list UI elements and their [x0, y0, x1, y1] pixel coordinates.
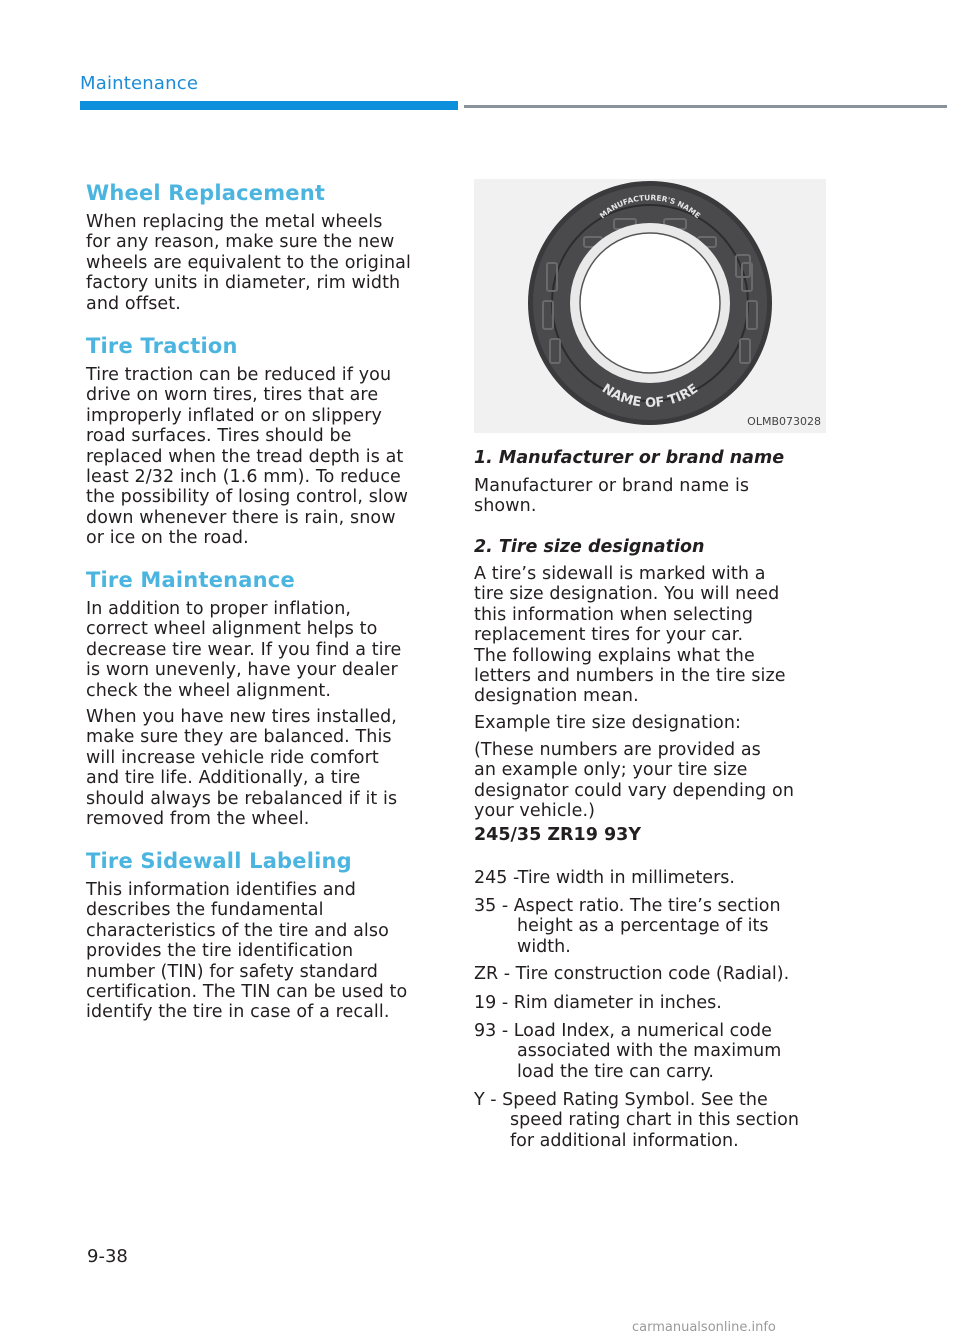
text-line: an example only; your tire size: [474, 760, 748, 781]
subheading-tire-size: 2. Tire size designation: [474, 537, 705, 557]
text-line: improperly inflated or on slippery: [86, 405, 382, 426]
text-line: or ice on the road.: [86, 528, 249, 549]
text-line: This information identifies and: [86, 880, 356, 900]
item-text: 35 - Aspect ratio. The tire’s section: [474, 896, 781, 916]
header-rule-accent: [80, 101, 458, 110]
text-line: Example tire size designation:: [474, 713, 742, 733]
text-line: Tire traction can be reduced if you: [86, 365, 392, 385]
header-rule: [464, 105, 947, 108]
tire-traction-text: [86, 365, 446, 549]
text-line: check the wheel alignment.: [86, 680, 332, 701]
text-line: down whenever there is rain, snow: [86, 507, 396, 528]
tire-maintenance-text-1: [86, 599, 446, 701]
heading-tire-maintenance: Tire Maintenance: [86, 568, 295, 592]
text-line: this information when selecting: [474, 604, 754, 625]
text-line: A tire’s sidewall is marked with a: [474, 564, 766, 584]
label-name-of-tire: NAME OF TIRE: [599, 381, 701, 411]
text-line: The following explains what the: [474, 645, 755, 666]
example-designation: 245/35 ZR19 93Y: [474, 825, 642, 845]
item-text: load the tire can carry.: [517, 1061, 714, 1082]
text-line: factory units in diameter, rim width: [86, 273, 401, 294]
item-text: height as a percentage of its: [517, 916, 769, 937]
text-line: drive on worn tires, tires that are: [86, 385, 379, 406]
tire-size-text: [474, 564, 834, 707]
item-text: for additional information.: [510, 1130, 739, 1151]
text-line: replaced when the tread depth is at: [86, 446, 404, 467]
example-label: [474, 713, 741, 733]
text-line: replacement tires for your car.: [474, 625, 744, 646]
tire-illustration: [474, 179, 826, 433]
text-line: and offset.: [86, 293, 181, 314]
text-line: removed from the wheel.: [86, 809, 310, 830]
list-item: [474, 993, 722, 1013]
example-note: [474, 740, 834, 822]
text-line: describes the fundamental: [86, 900, 324, 921]
text-line: decrease tire wear. If you find a tire: [86, 639, 402, 660]
text-line: identify the tire in case of a recall.: [86, 1002, 390, 1023]
wheel-center: [580, 233, 720, 373]
manufacturer-text: [474, 476, 834, 517]
text-line: designator could vary depending on: [474, 780, 795, 801]
text-line: make sure they are balanced. This: [86, 727, 392, 748]
text-line: designation mean.: [474, 686, 639, 707]
text-line: least 2/32 inch (1.6 mm). To reduce: [86, 467, 401, 488]
text-line: the possibility of losing control, slow: [86, 487, 409, 508]
text-line: will increase vehicle ride comfort: [86, 747, 379, 768]
item-text: Y - Speed Rating Symbol. See the: [474, 1090, 768, 1110]
text-line: provides the tire identification: [86, 941, 354, 962]
text-line: shown.: [474, 496, 537, 517]
list-item: [474, 896, 781, 957]
text-line: is worn unevenly, have your dealer: [86, 660, 398, 681]
subheading-manufacturer: 1. Manufacturer or brand name: [474, 448, 785, 468]
item-text: speed rating chart in this section: [510, 1110, 799, 1131]
text-line: certification. The TIN can be used to: [86, 982, 408, 1003]
text-line: should always be rebalanced if it is: [86, 788, 398, 809]
text-line: road surfaces. Tires should be: [86, 426, 352, 447]
text-line: your vehicle.): [474, 801, 596, 822]
text-line: In addition to proper inflation,: [86, 599, 352, 619]
heading-wheel-replacement: Wheel Replacement: [86, 181, 326, 205]
item-text: 93 - Load Index, a numerical code: [474, 1021, 772, 1041]
wheel-replacement-text: [86, 212, 446, 314]
item-text: width.: [517, 936, 571, 957]
list-item: [474, 1090, 799, 1151]
item-text: 19 - Rim diameter in inches.: [474, 993, 722, 1013]
text-line: (These numbers are provided as: [474, 740, 761, 760]
item-text: ZR - Tire construction code (Radial).: [474, 964, 790, 984]
text-line: letters and numbers in the tire size: [474, 666, 786, 687]
section-title: Maintenance: [80, 73, 199, 94]
item-text: associated with the maximum: [517, 1041, 782, 1062]
heading-sidewall-labeling: Tire Sidewall Labeling: [86, 849, 352, 873]
text-line: When you have new tires installed,: [86, 707, 397, 727]
text-line: number (TIN) for safety standard: [86, 961, 379, 982]
figure-code: OLMB073028: [747, 415, 821, 428]
item-text: 245 -Tire width in millimeters.: [474, 868, 735, 888]
heading-tire-traction: Tire Traction: [86, 334, 238, 358]
tire-diagram: [474, 179, 826, 433]
page-number: 9-38: [87, 1246, 128, 1267]
text-line: characteristics of the tire and also: [86, 920, 389, 941]
text-line: correct wheel alignment helps to: [86, 619, 378, 640]
text-line: for any reason, make sure the new: [86, 232, 395, 253]
list-item: [474, 1021, 781, 1082]
text-line: Manufacturer or brand name is: [474, 476, 750, 496]
label-manufacturer-name: MANUFACTURER'S NAME: [597, 193, 703, 221]
text-line: When replacing the metal wheels: [86, 212, 383, 232]
text-line: wheels are equivalent to the original: [86, 252, 411, 273]
list-item: [474, 868, 735, 888]
text-line: tire size designation. You will need: [474, 584, 780, 605]
sidewall-text: [86, 880, 446, 1023]
tire-maintenance-text-2: [86, 707, 446, 829]
watermark: carmanualsonline.info: [632, 1320, 776, 1335]
list-item: [474, 964, 789, 984]
text-line: and tire life. Additionally, a tire: [86, 768, 361, 789]
